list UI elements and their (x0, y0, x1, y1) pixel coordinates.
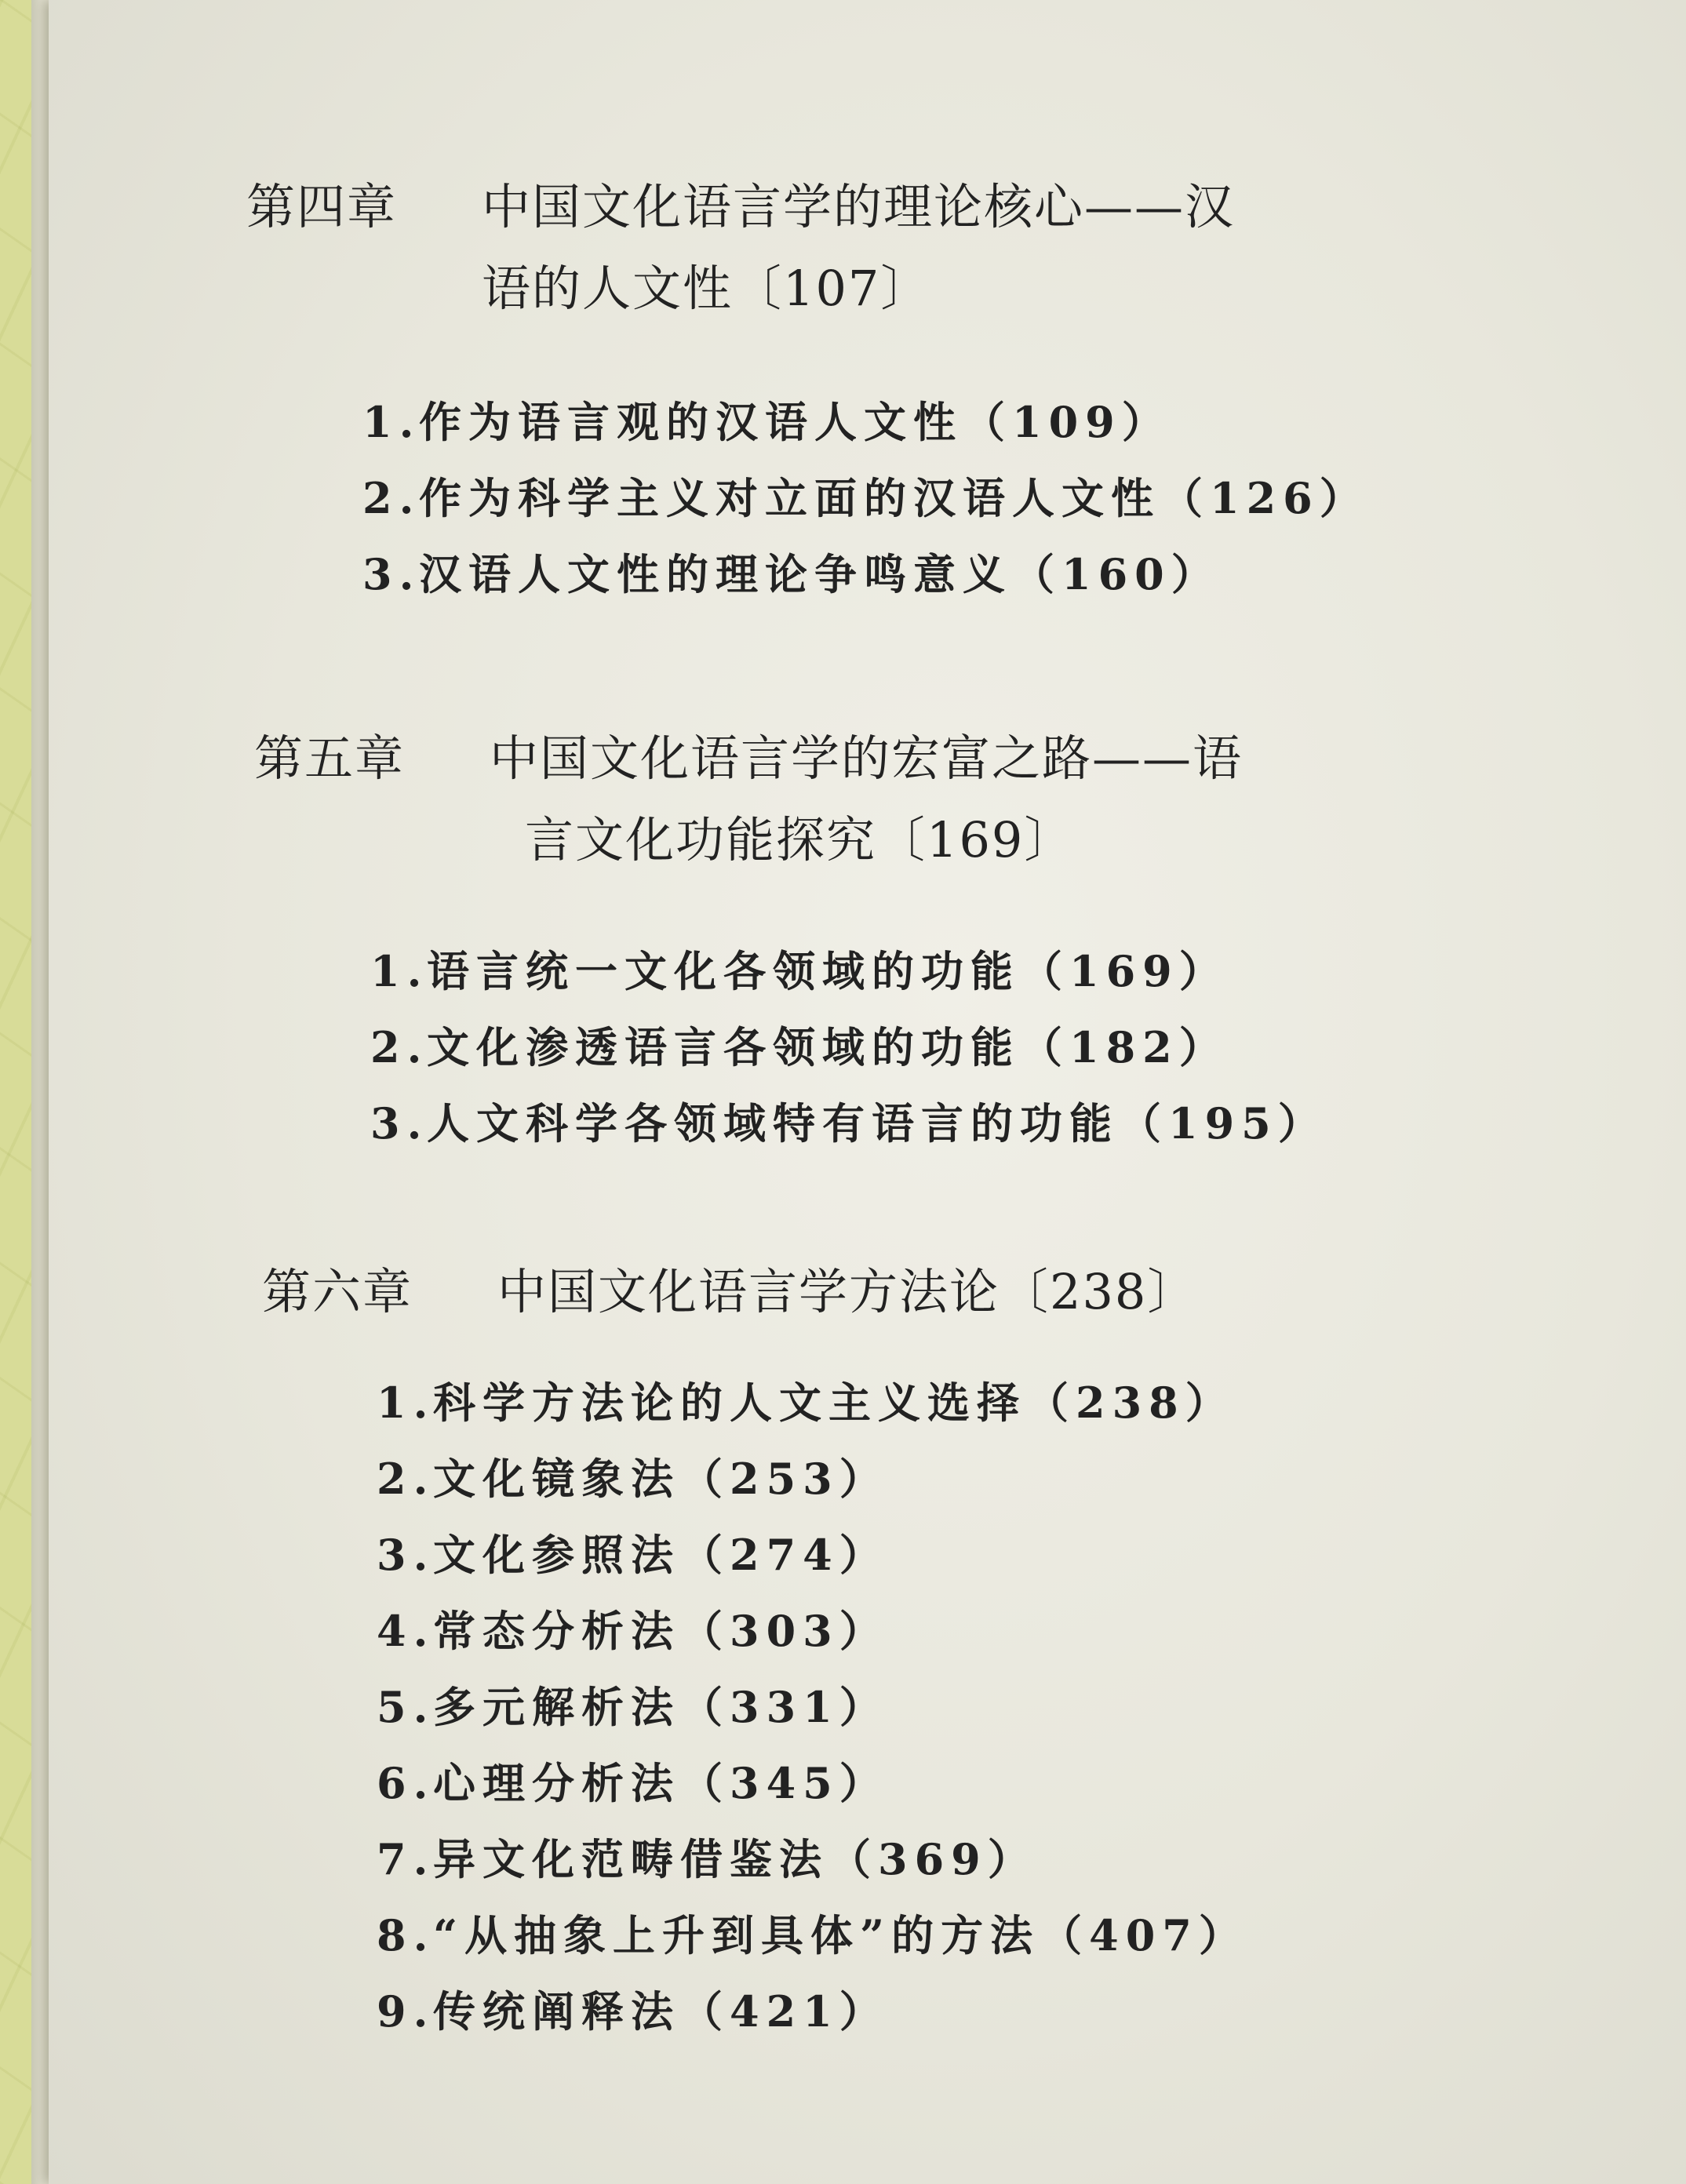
section-list (377, 1365, 1248, 2050)
chapter-label: 第四章 (246, 178, 398, 235)
list-item (377, 1441, 1248, 1517)
chapter-label: 第五章 (254, 730, 406, 787)
section-number: 8. (377, 1910, 435, 1960)
section-title: 作为语言观的汉语人文性（109） (419, 397, 1171, 447)
list-item (362, 384, 1369, 460)
list-item (377, 1974, 1248, 2050)
list-item (370, 1086, 1327, 1162)
chapter-title-line1: 中国文化语言学的理论核心——汉 (482, 178, 1236, 235)
section-title: 心理分析法（345） (433, 1758, 889, 1808)
chapter-title-line2: 语的人文性〔107〕 (482, 260, 931, 317)
section-title: 汉语人文性的理论争鸣意义（160） (419, 549, 1221, 599)
list-item (377, 1517, 1248, 1593)
section-number: 2. (377, 1454, 435, 1504)
section-number: 1. (362, 397, 421, 447)
section-title: 传统阐释法（421） (433, 1986, 889, 2037)
chapter-title-line1: 中国文化语言学的宏富之路——语 (490, 730, 1244, 787)
list-item (377, 1745, 1248, 1822)
chapter-title-line2: 言文化功能探究〔169〕 (525, 811, 1075, 868)
section-number: 5. (377, 1682, 435, 1732)
section-list (370, 934, 1327, 1162)
chapter-heading (262, 1251, 1197, 1333)
section-title: 语言统一文化各领域的功能（169） (427, 946, 1229, 996)
section-title: 异文化范畴借鉴法（369） (433, 1834, 1037, 1884)
section-title: 文化镜象法（253） (433, 1454, 889, 1504)
chapter-heading (254, 718, 1243, 881)
section-title: “从抽象上升到具体”的方法（407） (433, 1910, 1248, 1960)
section-number: 3. (370, 1098, 429, 1148)
section-number: 3. (362, 549, 421, 599)
section-number: 2. (362, 473, 421, 523)
chapter-title-line1: 中国文化语言学方法论〔238〕 (497, 1263, 1198, 1320)
section-title: 多元解析法（331） (433, 1682, 889, 1732)
chapter-heading (246, 166, 1235, 329)
section-title: 文化渗透语言各领域的功能（182） (427, 1022, 1229, 1072)
chapter-label: 第六章 (262, 1263, 413, 1320)
list-item (362, 537, 1369, 613)
list-item (370, 1010, 1327, 1086)
section-number: 7. (377, 1834, 435, 1884)
section-number: 1. (377, 1378, 435, 1428)
section-title: 常态分析法（303） (433, 1606, 889, 1656)
section-number: 4. (377, 1606, 435, 1656)
section-number: 2. (370, 1022, 429, 1072)
list-item (377, 1669, 1248, 1745)
list-item (377, 1593, 1248, 1669)
section-title: 文化参照法（274） (433, 1530, 889, 1580)
section-number: 9. (377, 1986, 435, 2037)
section-title: 人文科学各领域特有语言的功能（195） (427, 1098, 1327, 1148)
book-page (49, 0, 1686, 2184)
list-item (370, 934, 1327, 1010)
section-title: 作为科学主义对立面的汉语人文性（126） (419, 473, 1369, 523)
list-item (377, 1365, 1248, 1441)
section-list (362, 384, 1369, 613)
table-of-contents (49, 0, 1686, 2184)
list-item (377, 1822, 1248, 1898)
section-number: 1. (370, 946, 429, 996)
list-item (377, 1898, 1248, 1974)
list-item (362, 460, 1369, 537)
section-number: 6. (377, 1758, 435, 1808)
section-title: 科学方法论的人文主义选择（238） (433, 1378, 1235, 1428)
section-number: 3. (377, 1530, 435, 1580)
